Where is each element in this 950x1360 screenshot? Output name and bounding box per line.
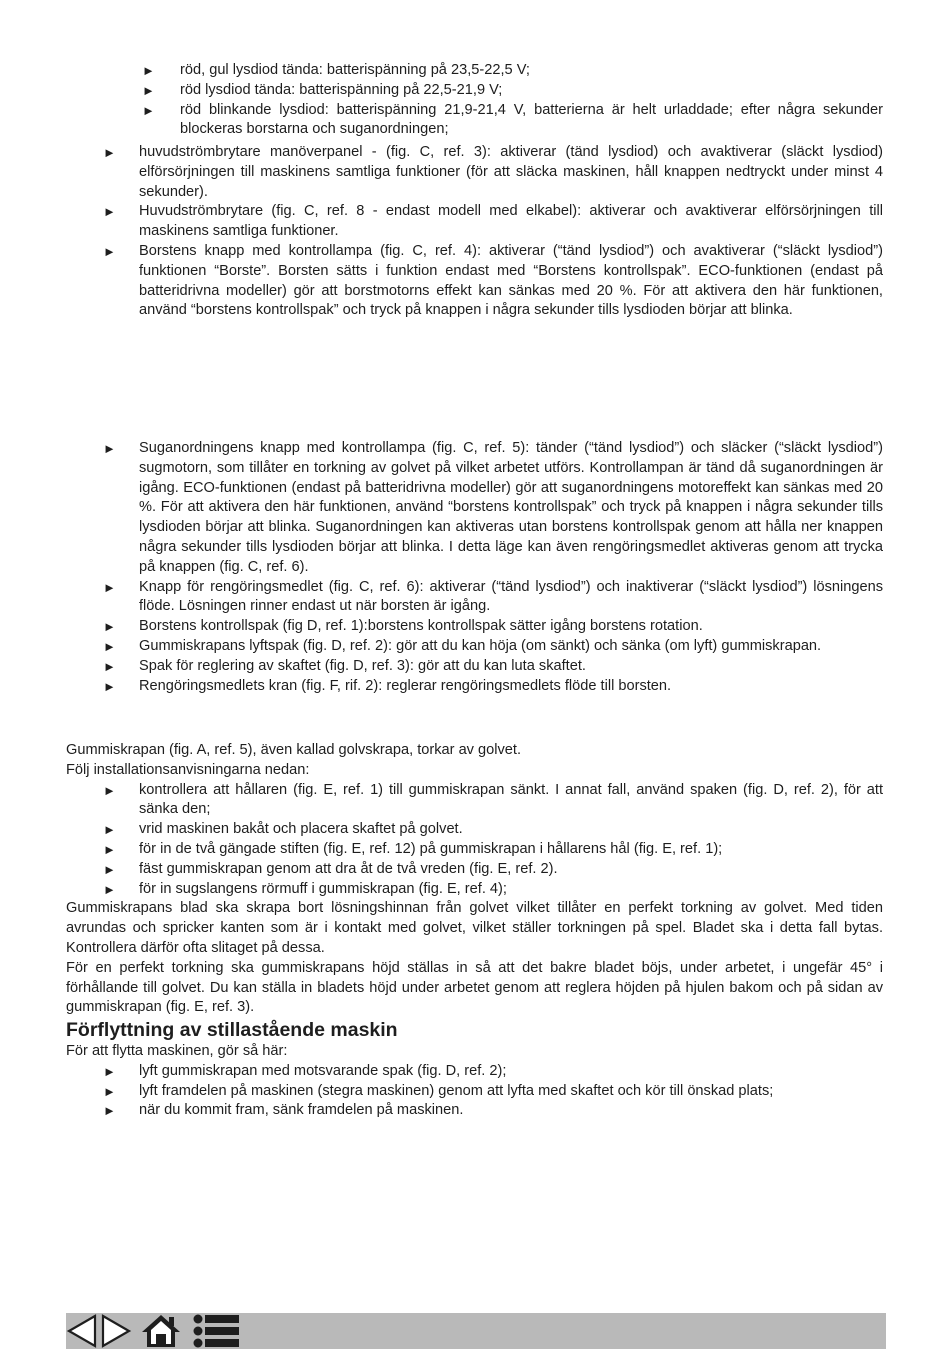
list-item: ► lyft framdelen på maskinen (stegra maskinen) genom att lyfta med skaftet och kör till önskad plats;	[0, 1082, 950, 1102]
bullet-arrow-icon: ►	[103, 145, 116, 160]
footer-nav-bar	[66, 1313, 886, 1349]
bullet-arrow-icon: ►	[142, 102, 155, 118]
list-item: ► huvudströmbrytare manöverpanel - (fig. C, ref. 3): aktiverar (tänd lysdiod) och avaktiverar (släckt lysdiod) elförsörjningen till maskinens samtliga funktioner (för att släcka maskinen, håll knappen nedtryckt under minst 4 sekunder).	[103, 144, 883, 200]
bullet-arrow-icon: ►	[103, 822, 116, 838]
list-item: ► fäst gummiskrapan genom att dra åt de två vreden (fig. E, ref. 2).	[0, 860, 950, 880]
squeegee-section	[0, 741, 950, 1018]
bullet-arrow-icon: ►	[142, 63, 155, 78]
bullet-arrow-icon: ►	[103, 861, 116, 877]
list-item: ► röd lysdiod tända: batterispänning på 22,5-21,9 V;	[0, 81, 950, 101]
list-item: ► Rengöringsmedlets kran (fig. F, rif. 2): reglerar rengöringsmedlets flöde till borsten.	[0, 677, 950, 697]
list-item: ► röd blinkande lysdiod: batterispänning 21,9-21,4 V, batterierna är helt urladdade; efter några sekunder blockeras borstarna och suganordningen;	[142, 101, 883, 138]
bullet-arrow-icon: ►	[103, 638, 116, 654]
list-item: ► kontrollera att hållaren (fig. E, ref. 1) till gummiskrapan sänkt. I annat fall, använd spaken (fig. D, ref. 2), för att sänka den;	[103, 781, 883, 818]
blade-paragraph: Gummiskrapans blad ska skrapa bort lösningshinnan från golvet vilket tillåter en perfekt torkning av golvet. Med tiden avrundas och spricker kanten som är i kontakt med golvet, vilket ställer torkningen på spel. Bladet ska i detta fall bytas. Kontrollera därför ofta slitaget på dessa.	[66, 900, 883, 956]
bullet-arrow-icon: ►	[103, 1063, 116, 1079]
list-item: ► Suganordningens knapp med kontrollampa (fig. C, ref. 5): tänder (“tänd lysdiod”) och släcker (“släckt lysdiod”) sugmotorn, som tillåter en torkning av golvet på vilket arbetet utförs. Kontrollampan är tänd då suganordningen är igång. ECO-funktionen (endast på batteridrivna modeller) gör att suganordningens motoreffekt kan sänkas med 20 %. För att aktivera den här funktionen, använd “borstens kontrollspak” och tryck på knappen i några sekunder tills lysdioden börjar att blinka. Suganordningen kan aktiveras utan borstens kontrollspak genom att hålla ner knappen några sekunder tills lysdioden börjar att blinka. I detta läge kan även rengöringsmedlet aktiveras genom att trycka på knappen (fig. C, ref. 6).	[103, 440, 883, 575]
installation-steps	[0, 781, 950, 900]
controls-list-a	[0, 143, 950, 321]
list-item: ► lyft gummiskrapan med motsvarande spak (fig. D, ref. 2);	[0, 1062, 950, 1082]
bullet-arrow-icon: ►	[103, 579, 116, 595]
bullet-arrow-icon: ►	[103, 841, 116, 857]
list-item: ► vrid maskinen bakåt och placera skaftet på golvet.	[0, 820, 950, 840]
squeegee-intro: Gummiskrapan (fig. A, ref. 5), även kallad golvskrapa, torkar av golvet.	[66, 742, 522, 758]
list-item: ► när du kommit fram, sänk framdelen på maskinen.	[0, 1101, 950, 1121]
bullet-arrow-icon: ►	[103, 204, 116, 220]
prev-page-icon[interactable]	[66, 1313, 98, 1349]
controls-list-b	[0, 439, 950, 696]
home-icon[interactable]	[140, 1313, 182, 1349]
bullet-arrow-icon: ►	[142, 82, 155, 98]
bullet-arrow-icon: ►	[103, 1083, 116, 1099]
list-item: ► Spak för reglering av skaftet (fig. D, ref. 3): gör att du kan luta skaftet.	[0, 657, 950, 677]
moving-steps	[0, 1062, 950, 1121]
list-item: ► för in de två gängade stiften (fig. E, ref. 12) på gummiskrapan i hållarens hål (fig. E, ref. 1);	[0, 840, 950, 860]
bullet-arrow-icon: ►	[103, 1103, 116, 1119]
bullet-arrow-icon: ►	[103, 619, 116, 635]
list-item: ► Borstens knapp med kontrollampa (fig. C, ref. 4): aktiverar (“tänd lysdiod”) och avaktiverar (“släckt lysdiod”) funktionen “Borste”. Borsten sätts i funktion endast med “Borstens kontrollspak”. ECO-funktionen (endast på batteridrivna modeller) gör att borstmotorns effekt kan sänkas med 20 %. För att aktivera den här funktionen, använd “borstens kontrollspak” och tryck på knappen i några sekunder tills lysdioden börjar att blinka.	[103, 242, 883, 319]
bullet-arrow-icon: ►	[103, 441, 116, 456]
moving-intro: För att flytta maskinen, gör så här:	[66, 1043, 288, 1059]
bullet-arrow-icon: ►	[103, 678, 116, 694]
installation-intro: Följ installationsanvisningarna nedan:	[66, 761, 310, 778]
list-item: ► Gummiskrapans lyftspak (fig. D, ref. 2): gör att du kan höja (om sänkt) och sänka (om lyft) gummiskrapan.	[0, 637, 950, 657]
next-page-icon[interactable]	[100, 1313, 132, 1349]
section-heading: Förflyttning av stillastående maskin	[66, 1019, 398, 1041]
list-item: ► Huvudströmbrytare (fig. C, ref. 8 - endast modell med elkabel): aktiverar och avaktiverar elförsörjningen till maskinens samtliga funktioner.	[103, 203, 883, 240]
height-paragraph: För en perfekt torkning ska gummiskrapans höjd ställas in så att det bakre bladet böjs, under arbetet, i ungefär 45° i förhållande till golvet. Du kan ställa in bladets höjd under arbetet genom att reglera höjden på hjulen bakom och på sidan av gummiskrapan (fig. E, ref. 3).	[66, 959, 883, 1016]
bullet-arrow-icon: ►	[103, 243, 116, 259]
bullet-arrow-icon: ►	[103, 658, 116, 674]
bullet-arrow-icon: ►	[103, 881, 116, 897]
contents-list-icon[interactable]	[191, 1313, 241, 1349]
moving-section	[0, 1018, 950, 1121]
list-item: ► Knapp för rengöringsmedlet (fig. C, ref. 6): aktiverar (“tänd lysdiod”) och inaktiverar (“släckt lysdiod”) lösningens flöde. Lösningen rinner endast ut när borsten är igång.	[103, 578, 883, 615]
battery-level-list	[0, 61, 950, 140]
list-item: ► för in sugslangens rörmuff i gummiskrapan (fig. E, ref. 4);	[0, 880, 950, 900]
list-item: ► röd, gul lysdiod tända: batterispänning på 23,5-22,5 V;	[0, 61, 950, 81]
bullet-arrow-icon: ►	[103, 782, 116, 798]
list-item: ► Borstens kontrollspak (fig D, ref. 1):borstens kontrollspak sätter igång borstens rotation.	[0, 617, 950, 637]
